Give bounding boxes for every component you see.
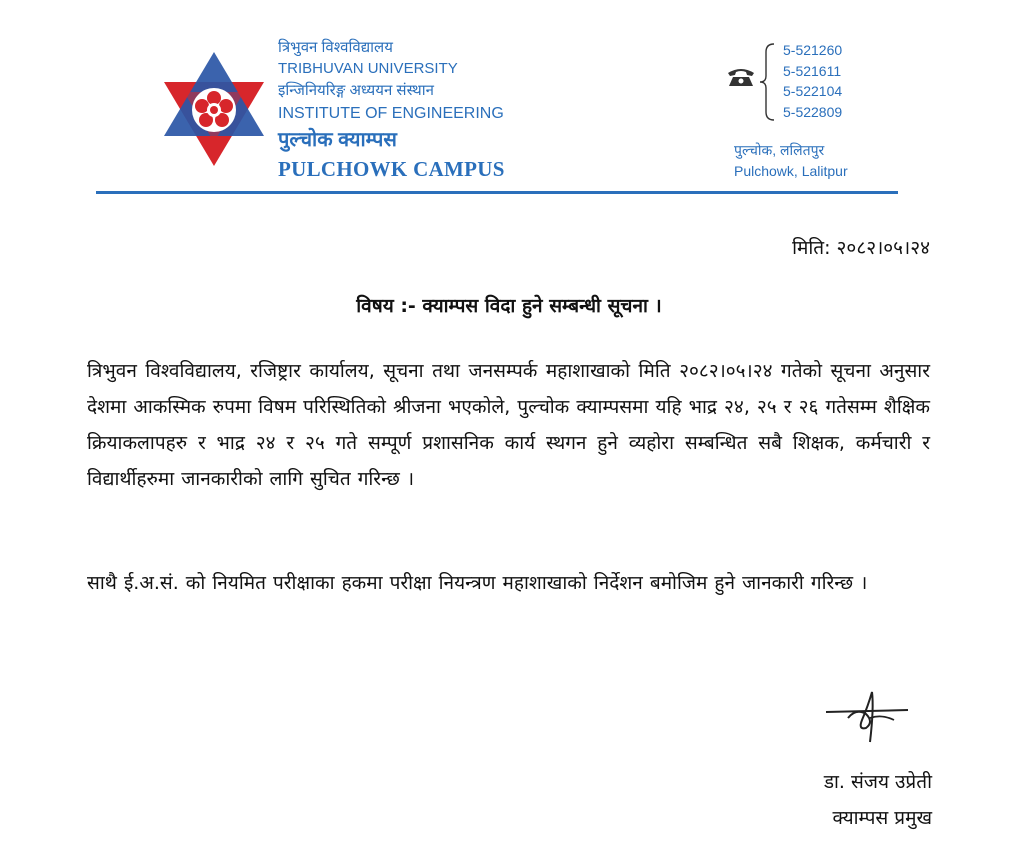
university-name-np: त्रिभुवन विश्वविद्यालय: [278, 39, 393, 56]
institution-block: [278, 38, 505, 184]
university-name-en: TRIBHUVAN UNIVERSITY: [278, 60, 458, 77]
notice-paragraph-1: त्रिभुवन विश्वविद्यालय, रजिष्ट्रार कार्यालय, सूचना तथा जनसम्पर्क महाशाखाको मिति २०८२।०५।२४ गतेको सूचना अनुसार देशमा आकस्मिक रुपमा विषम परिस्थितिको श्रीजना भएकोले, पुल्चोक क्याम्पसमा यहि भाद्र २४, २५ र २६ गतेसम्म शैक्षिक क्रियाकलापहरु र भाद्र २४ र २५ गते सम्पूर्ण प्रशासनिक कार्य स्थगन हुने व्यहोरा सम्बन्धित सबै शिक्षक, कर्मचारी र विद्यार्थीहरुमा जानकारीको लागि सुचित गरिन्छ ।: [87, 360, 930, 490]
phone-number: 5-522104: [783, 83, 843, 99]
phone-number: 5-522809: [783, 103, 843, 120]
address-en: Pulchowk, Lalitpur: [734, 163, 848, 179]
telephone-icon: [726, 66, 756, 88]
notice-paragraph-2: साथै ई.अ.सं. को नियमित परीक्षाका हकमा परीक्षा नियन्त्रण महाशाखाको निर्देशन बमोजिम हुने जानकारी गरिन्छ ।: [87, 572, 868, 594]
phone-number: 5-521611: [783, 62, 842, 79]
signature-mark: [822, 688, 912, 744]
notice-date: मिति: २०८२।०५।२४: [792, 237, 930, 259]
phone-number: 5-521260: [783, 42, 843, 58]
header-divider: [96, 191, 898, 194]
address-block: [734, 140, 848, 182]
brace-icon: [758, 42, 776, 122]
tu-logo: [160, 48, 268, 170]
notice-subject: विषय :- क्याम्पस विदा हुने सम्बन्धी सूचना ।: [356, 295, 662, 317]
campus-name-np: पुल्चोक क्याम्पस: [278, 129, 397, 151]
signatory-name: डा. संजय उप्रेती: [823, 771, 932, 793]
campus-name-en: PULCHOWK CAMPUS: [278, 157, 505, 181]
signatory-block: [824, 764, 932, 836]
address-np: पुल्चोक, ललितपुर: [734, 142, 825, 158]
signatory-title: क्याम्पस प्रमुख: [832, 807, 932, 829]
institute-name-np: इन्जिनियरिङ्ग अध्ययन संस्थान: [278, 82, 434, 99]
phone-numbers: [783, 40, 842, 122]
institute-name-en: INSTITUTE OF ENGINEERING: [278, 105, 504, 122]
